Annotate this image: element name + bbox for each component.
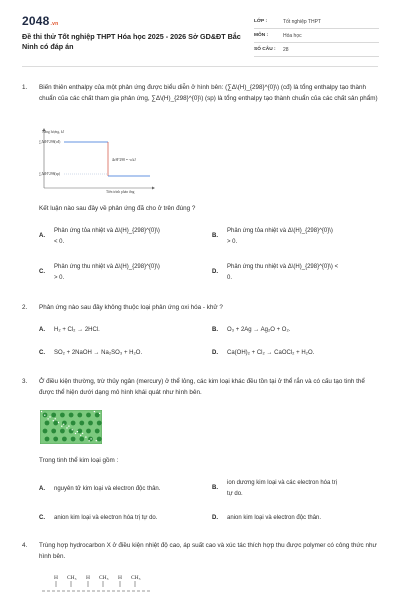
option-2d[interactable]: D. Ca(OH)₂ + Cl₂ → CaOCl₂ + H₂O.	[212, 350, 315, 356]
meta-row-class: LỚP : Tốt nghiệp THPT	[254, 15, 379, 29]
free-electron	[61, 426, 62, 427]
question-2	[22, 302, 378, 314]
free-electron	[55, 418, 56, 419]
free-electron	[49, 416, 50, 417]
question-4	[22, 540, 378, 564]
lattice-ion	[77, 413, 82, 418]
option-3a[interactable]: A. nguyên tử kim loại và electron độc thân.	[39, 486, 161, 492]
lattice-ion	[71, 421, 76, 426]
free-electron	[53, 420, 54, 421]
lattice-ion	[77, 429, 82, 434]
product-label: ∑ΔfH°298(sp)	[39, 172, 61, 176]
reactant-label: ∑ΔfH°298(cđ)	[39, 140, 61, 144]
question-number: 4.	[22, 542, 28, 549]
lattice-ion	[45, 437, 50, 442]
question-number: 1.	[22, 84, 28, 91]
question-3	[22, 376, 378, 400]
free-electron	[89, 440, 90, 441]
free-electron	[72, 429, 73, 430]
question-text: Biến thiên enthalpy của một phản ứng được biểu diễn ở hình bên: (∑Δ\(H)_{298}^{0}\) (cđ) là tổng enthalpy tạo thành chuẩn của các chất tham gia phản ứng, ∑Δ\(H)_{298}^{0}\) (sp) là tổng enthalpy tạo thành chuẩn của các chất sản phẩm)	[39, 84, 378, 102]
struct-top-3: CH₃	[99, 575, 109, 581]
enthalpy-diagram	[38, 128, 156, 194]
free-electron	[63, 424, 64, 425]
lattice-ion	[51, 429, 56, 434]
lattice-ion	[62, 421, 67, 426]
free-electron	[41, 411, 42, 412]
question-1-prompt: Kết luận nào sau đây về phản ứng đã cho ở trên đúng ?	[39, 205, 196, 212]
document-title: Đề thi thử Tốt nghiệp THPT Hóa học 2025 - 2026 Sở GD&ĐT Bắc Ninh có đáp án	[22, 32, 241, 51]
free-electron	[44, 415, 45, 416]
x-axis-label: Tiến trình phản ứng	[106, 190, 135, 194]
y-axis-label: Năng lượng, kJ	[42, 130, 65, 134]
lattice-ion	[53, 437, 58, 442]
option-1c[interactable]: C. Phản ứng thu nhiệt và Δ\(H)_{298}^{0}\) > 0.	[39, 264, 160, 281]
lattice-ion	[60, 413, 65, 418]
option-2b[interactable]: B. O₃ + 2Ag → Ag₂O + O₂.	[212, 327, 291, 333]
question-text: Trùng hợp hydrocarbon X ở điều kiện nhiệt độ cao, áp suất cao và xúc tác thích hợp thu được polymer có công thức như hình bên.	[39, 542, 377, 560]
lattice-ion	[86, 429, 91, 434]
option-3d[interactable]: D. anion kim loại và electron độc thân.	[212, 515, 322, 521]
free-electron	[94, 411, 95, 412]
question-3-prompt: Trong tinh thể kim loại gồm :	[39, 457, 119, 464]
question-text: Ở điều kiện thường, trừ thủy ngân (mercury) ở thể lỏng, các kim loại khác đều tồn tại ở thể rắn và có cấu tạo tinh thể được thể hiện dưới dạng mô hình khái quát như hình bên.	[39, 378, 365, 396]
struct-top-1: CH₃	[67, 575, 77, 581]
free-electron	[68, 425, 69, 426]
free-electron	[99, 413, 100, 414]
lattice-ion	[51, 413, 56, 418]
option-3c[interactable]: C. anion kim loại và electron hóa trị tự do.	[39, 515, 158, 521]
site-logo[interactable]: 2048.vn	[22, 14, 59, 28]
lattice-ion	[71, 437, 76, 442]
lattice-ion	[69, 413, 74, 418]
meta-row-subject: MÔN : Hóa học	[254, 29, 379, 43]
meta-row-count: SỐ CÂU : 28	[254, 43, 379, 57]
lattice-ion	[43, 429, 48, 434]
option-1b[interactable]: B. Phản ứng tỏa nhiệt và Δ\(H)_{298}^{0}\) > 0.	[212, 228, 333, 245]
free-electron	[90, 438, 91, 439]
lattice-ion	[62, 437, 67, 442]
free-electron	[82, 433, 83, 434]
struct-top-0: H	[54, 575, 58, 581]
meta-table	[254, 15, 379, 57]
struct-top-5: CH₃	[131, 575, 141, 581]
free-electron	[80, 435, 81, 436]
free-electron	[66, 427, 67, 428]
lattice-ion	[97, 437, 102, 442]
lattice-ion	[97, 421, 102, 426]
question-1	[22, 82, 378, 122]
struct-top-2: H	[86, 575, 90, 581]
free-electron	[85, 436, 86, 437]
lattice-ion	[79, 421, 84, 426]
lattice-ion	[86, 413, 91, 418]
option-2c[interactable]: C. SO₂ + 2NaOH → Na₂SO₃ + H₂O.	[39, 350, 143, 356]
header-divider	[22, 66, 378, 67]
lattice-ion	[69, 429, 74, 434]
delta-h-label: ΔrH°298 = -a kJ	[112, 158, 136, 162]
struct-top-4: H	[118, 575, 122, 581]
lattice-ion	[88, 421, 93, 426]
lattice-ion	[45, 421, 50, 426]
option-1a[interactable]: A. Phản ứng tỏa nhiệt và Δ\(H)_{298}^{0}\) < 0.	[39, 228, 160, 245]
free-electron	[58, 422, 59, 423]
free-electron	[75, 433, 76, 434]
lattice-ion	[60, 429, 65, 434]
free-electron	[47, 418, 48, 419]
lattice-ion	[53, 421, 58, 426]
lattice-ion	[95, 429, 100, 434]
option-2a[interactable]: A. H₂ + Cl₂ → 2HCl.	[39, 327, 100, 333]
question-number: 2.	[22, 304, 28, 311]
question-number: 3.	[22, 378, 28, 385]
question-text: Phản ứng nào sau đây không thuộc loại phản ứng oxi hóa - khử ?	[39, 304, 223, 311]
free-electron	[77, 431, 78, 432]
option-1d[interactable]: D. Phản ứng thu nhiệt và Δ\(H)_{298}^{0}\) < 0.	[212, 264, 339, 281]
metal-lattice-image	[40, 410, 102, 444]
option-3b[interactable]: B. ion dương kim loại và các electron hóa trị tự do.	[212, 480, 338, 497]
polymer-structure	[40, 570, 160, 600]
free-electron	[96, 440, 97, 441]
lattice-ion	[95, 413, 100, 418]
lattice-ion	[79, 437, 84, 442]
